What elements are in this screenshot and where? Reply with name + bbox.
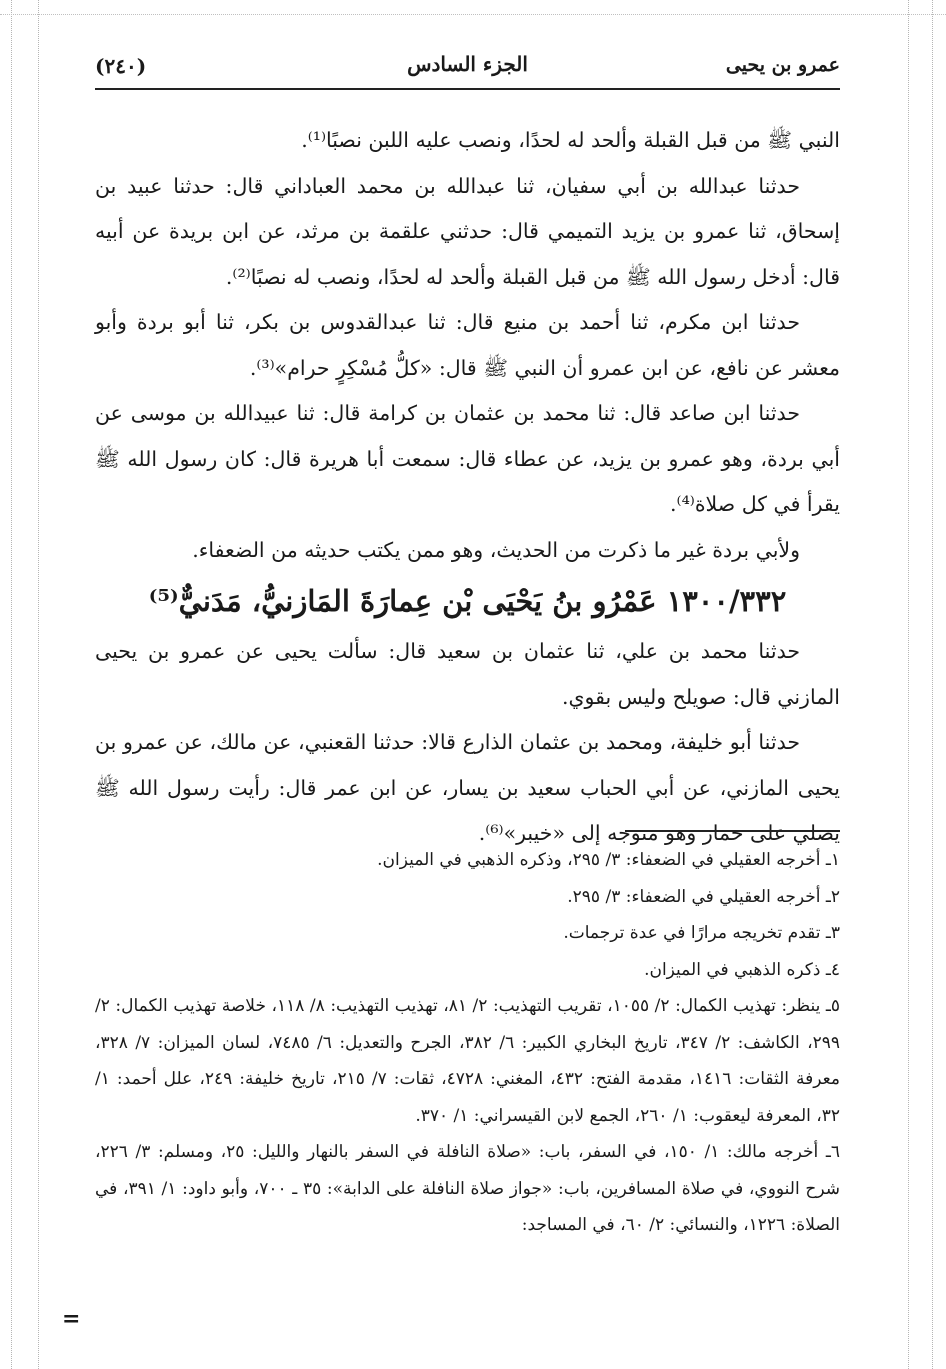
footnote: ٣ـ تقدم تخريجه مرارًا في عدة ترجمات. xyxy=(563,923,840,943)
footnotes xyxy=(95,842,840,1244)
footnote: ٦ـ أخرجه مالك: ١/ ١٥٠، في السفر، باب: «صلاة النافلة في السفر بالنهار والليل: ٢٥، ومسلم: ٣/ ٢٢٦، شرح النووي، في صلاة المسافرين، باب: «جواز صلاة النافلة على الدابة»: ٣٥ ـ ٧٠٠، وأبو داود: ١/ ٣٩١، في الصلاة: ١٢٢٦، والنسائي: ٢/ ٦٠، في المساجد: xyxy=(95,1142,840,1235)
paragraph: حدثنا أبو خليفة، ومحمد بن عثمان الذارع قالا: حدثنا القعنبي، عن مالك، عن عمرو بن يحيى المازني، عن أبي الحباب سعيد بن يسار، عن ابن عمر قال: رأيت رسول الله ﷺ يصلي على حمار وهو متوجه إلى «خيبر»⁽⁶⁾. xyxy=(95,730,840,845)
scan-border-right-outer xyxy=(932,0,933,1369)
footnote-rule xyxy=(625,830,840,832)
paragraph: حدثنا عبدالله بن أبي سفيان، ثنا عبدالله بن محمد العباداني قال: حدثنا عبيد بن إسحاق، ثنا عمرو بن يزيد التميمي قال: حدثني علقمة بن مرثد، عن ابن بريدة عن أبيه قال: أدخل رسول الله ﷺ من قبل القبلة وألحد له لحدًا، ونصب له نصبًا⁽²⁾. xyxy=(95,173,840,289)
scan-border-left xyxy=(11,0,12,1369)
running-header xyxy=(95,48,840,86)
footnote: ١ـ أخرجه العقيلي في الضعفاء: ٣/ ٢٩٥، وذكره الذهبي في الميزان. xyxy=(377,850,840,870)
scan-border-left-inner xyxy=(38,0,39,1369)
paragraph: حدثنا ابن مكرم، ثنا أحمد بن منيع قال: ثنا عبدالقدوس بن بكر، ثنا أبو بردة وأبو معشر عن نافع، عن ابن عمرو أن النبي ﷺ قال: «كلُّ مُسْكِرٍ حرام»⁽³⁾. xyxy=(95,310,840,380)
main-text xyxy=(95,118,840,857)
paragraph: حدثنا ابن صاعد قال: ثنا محمد بن عثمان بن كرامة قال: ثنا عبيدالله بن موسى عن أبي بردة، وهو عمرو بن يزيد، عن عطاء قال: سمعت أبا هريرة قال: كان رسول الله ﷺ يقرأ في كل صلاة⁽⁴⁾. xyxy=(95,401,840,516)
scan-border-right xyxy=(908,0,909,1369)
footnote: ٥ـ ينظر: تهذيب الكمال: ٢/ ١٠٥٥، تقريب التهذيب: ٢/ ٨١، تهذيب التهذيب: ٨/ ١١٨، خلاصة تهذيب الكمال: ٢/ ٢٩٩، الكاشف: ٢/ ٣٤٧، تاريخ البخاري الكبير: ٦/ ٣٨٢، الجرح والتعديل: ٦/ ٧٤٨٥، لسان الميزان: ٧/ ٣٢٨، معرفة الثقات: ١٤١٦، مقدمة الفتح: ٤٣٢، المغني: ٤٧٢٨، ثقات: ٧/ ٢١٥، تاريخ خليفة: ٢٤٩، علل أحمد: ١/ ٣٢، المعرفة ليعقوب: ١/ ٢٦٠، الجمع لابن القيسراني: ١/ ٣٧٠. xyxy=(95,996,840,1126)
header-rule xyxy=(95,88,840,90)
paragraph: ولأبي بردة غير ما ذكرت من الحديث، وهو ممن يكتب حديثه من الضعفاء. xyxy=(192,537,800,562)
scan-border-top xyxy=(0,14,946,15)
running-name: عمرو بن يحيى xyxy=(725,54,840,76)
part-title: الجزء السادس xyxy=(407,52,528,76)
continuation-mark: = xyxy=(62,1306,81,1332)
entry-title: ١٣٠٠/٣٣٢ عَمْرُو بنُ يَحْيَى بْن عِمارَةَ المَازنيُّ، مَدَنيٌّ⁽⁵⁾ xyxy=(148,584,787,618)
paragraph: حدثنا محمد بن علي، ثنا عثمان بن سعيد قال: سألت يحيى عن عمرو بن يحيى المازني قال: صويلح وليس بقوي. xyxy=(95,639,840,709)
footnote: ٤ـ ذكره الذهبي في الميزان. xyxy=(644,959,840,980)
paragraph: النبي ﷺ من قبل القبلة وألحد له لحدًا، ونصب عليه اللبن نصبًا⁽¹⁾. xyxy=(301,128,840,152)
page-number: (٢٤٠) xyxy=(95,54,147,78)
footnote: ٢ـ أخرجه العقيلي في الضعفاء: ٣/ ٢٩٥. xyxy=(567,886,840,907)
